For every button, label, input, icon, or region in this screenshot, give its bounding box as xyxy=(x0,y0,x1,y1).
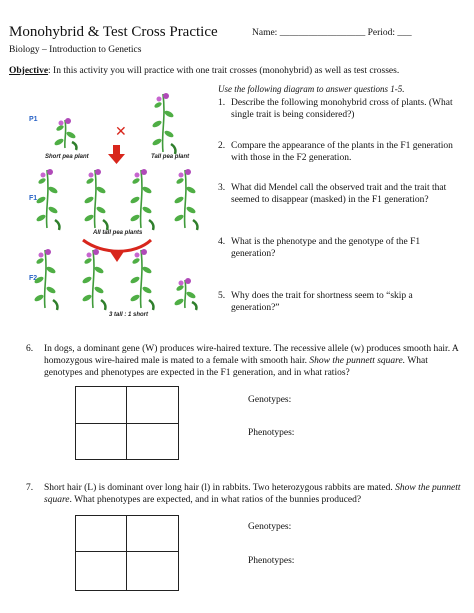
grid-divider-horizontal xyxy=(75,551,179,552)
p1-label: P1 xyxy=(29,116,38,123)
grid-divider-horizontal xyxy=(75,423,179,424)
genotypes-label-7: Genotypes: xyxy=(248,522,292,532)
phenotypes-label-7: Phenotypes: xyxy=(248,556,295,566)
punnett-square-dogs[interactable] xyxy=(75,386,179,460)
question-5: 5. Why does the trait for shortness seem to “skip a generation?” xyxy=(218,291,413,313)
all-tall-caption: All tall pea plants xyxy=(93,230,143,236)
red-arrow-down-icon xyxy=(108,145,125,164)
objective-label: Objective xyxy=(9,66,49,76)
question-7: 7. Short hair (L) is dominant over long hair (l) in rabbits. Two heterozygous rabbits are mated. Show the punnett square. What phenotypes are expected, and in what ratios of the bunnies produced? xyxy=(26,483,461,505)
f1-label: F1 xyxy=(29,195,38,202)
f2-plant-icon xyxy=(81,249,105,310)
question-3: 3. What did Mendel call the observed trait and the trait that seemed to disappear (masked) in the F1 generation? xyxy=(218,183,447,205)
f1-plant-icon xyxy=(83,169,107,230)
page-subtitle: Biology – Introduction to Genetics xyxy=(9,45,142,55)
ratio-caption: 3 tall : 1 short xyxy=(109,312,149,318)
f2-plant-icon xyxy=(33,249,57,310)
objective xyxy=(9,66,469,76)
page-title: Monohybrid & Test Cross Practice xyxy=(9,24,218,40)
f2-short-plant-icon xyxy=(173,278,196,310)
f1-plant-icon xyxy=(129,169,153,230)
objective-text: : In this activity you will practice with one trait crosses (monohybrid) as well as test crosses. xyxy=(48,66,400,76)
f1-plant-icon xyxy=(35,169,59,230)
question-6: 6. In dogs, a dominant gene (W) produces wire-haired texture. The recessive allele (w) produces smooth hair. A homozygous wire-haired male is mated to a female with smooth hair. Show the punnett square. What genotypes and phenotypes are expected in the F1 generation, and in what ratios? xyxy=(26,344,459,378)
tall-plant-caption: Tall pea plant xyxy=(151,154,190,160)
name-period-line: Name: __________________ Period: ___ xyxy=(252,28,412,38)
tall-pea-plant-icon xyxy=(151,93,175,154)
genotypes-label-6: Genotypes: xyxy=(248,395,292,405)
f2-plant-icon xyxy=(129,249,153,310)
question-2: 2. Compare the appearance of the plants in the F1 generation with those in the F2 generation. xyxy=(218,141,453,163)
f1-plant-icon xyxy=(173,169,197,230)
short-plant-caption: Short pea plant xyxy=(45,154,89,160)
punnett-square-rabbits[interactable] xyxy=(75,515,179,591)
cross-icon: ✕ xyxy=(115,124,127,140)
f2-label: F2 xyxy=(29,275,38,282)
short-pea-plant-icon xyxy=(53,118,76,150)
phenotypes-label-6: Phenotypes: xyxy=(248,428,295,438)
pea-cross-diagram xyxy=(23,90,218,322)
diagram-instructions: Use the following diagram to answer questions 1-5. xyxy=(218,84,405,94)
question-4: 4. What is the phenotype and the genotype of the F1 generation? xyxy=(218,237,421,259)
question-1: 1. Describe the following monohybrid cross of plants. (What single trait is being considered?) xyxy=(218,98,453,120)
grid-divider-vertical xyxy=(126,515,127,591)
